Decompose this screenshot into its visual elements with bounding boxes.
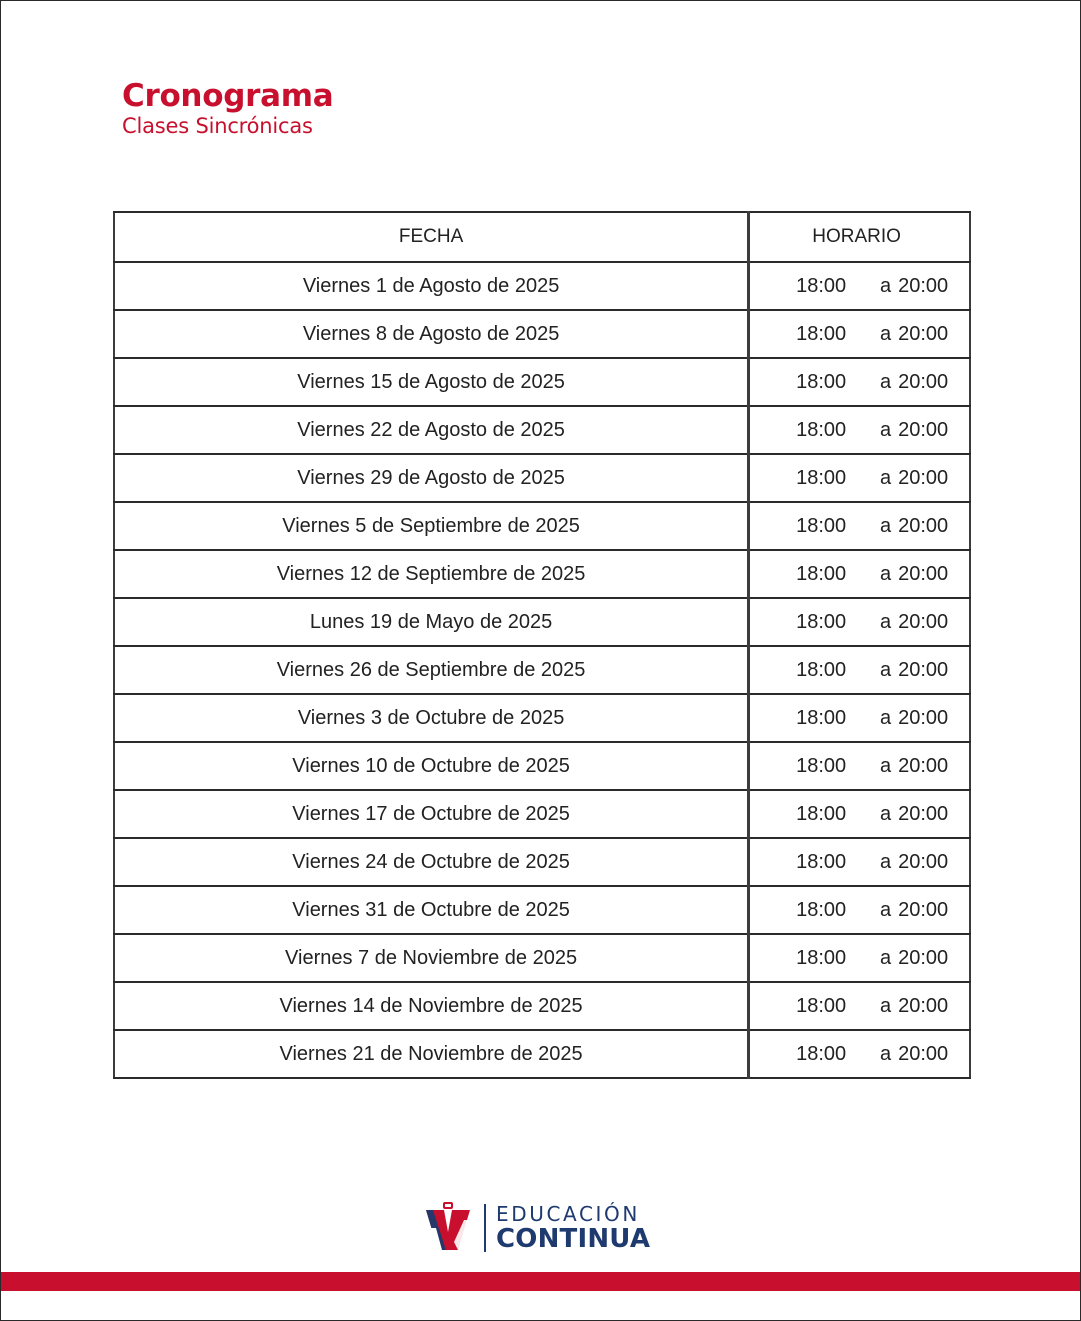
horario-end: 20:00 [898,562,949,585]
cell-horario [749,454,970,502]
horario-end: 20:00 [898,274,949,297]
horario-start: 18:00 [796,706,847,729]
table-row [114,838,970,886]
cell-horario [749,838,970,886]
cell-fecha: Viernes 1 de Agosto de 2025 [114,262,749,310]
horario-separator: a [880,370,892,393]
horario-separator: a [880,562,892,585]
cell-horario [749,790,970,838]
horario-range [750,707,969,730]
horario-end: 20:00 [898,370,949,393]
horario-end: 20:00 [898,514,949,537]
cell-fecha: Viernes 14 de Noviembre de 2025 [114,982,749,1030]
cell-horario [749,742,970,790]
horario-separator: a [880,1042,892,1065]
cell-fecha: Viernes 17 de Octubre de 2025 [114,790,749,838]
cell-horario [749,550,970,598]
table-row [114,262,970,310]
cell-fecha: Viernes 21 de Noviembre de 2025 [114,1030,749,1078]
horario-separator: a [880,802,892,825]
page-subtitle: Clases Sincrónicas [122,114,313,138]
horario-start: 18:00 [796,946,847,969]
horario-separator: a [880,418,892,441]
cell-horario [749,358,970,406]
horario-end: 20:00 [898,706,949,729]
cell-fecha: Viernes 26 de Septiembre de 2025 [114,646,749,694]
horario-end: 20:00 [898,418,949,441]
table-row [114,358,970,406]
horario-end: 20:00 [898,946,949,969]
horario-range [750,803,969,826]
horario-end: 20:00 [898,754,949,777]
horario-end: 20:00 [898,322,949,345]
header-fecha: FECHA [114,212,749,262]
horario-range [750,515,969,538]
cell-fecha: Viernes 24 de Octubre de 2025 [114,838,749,886]
horario-separator: a [880,754,892,777]
table-row [114,694,970,742]
horario-start: 18:00 [796,1042,847,1065]
logo-text-continua: CONTINUA [496,1224,651,1254]
cell-fecha: Viernes 22 de Agosto de 2025 [114,406,749,454]
horario-range [750,371,969,394]
horario-start: 18:00 [796,418,847,441]
horario-range [750,947,969,970]
cell-horario [749,982,970,1030]
horario-start: 18:00 [796,466,847,489]
page-title: Cronograma [122,78,334,114]
horario-end: 20:00 [898,658,949,681]
cell-fecha: Viernes 3 de Octubre de 2025 [114,694,749,742]
cell-horario [749,1030,970,1078]
cell-horario [749,934,970,982]
cell-fecha: Viernes 29 de Agosto de 2025 [114,454,749,502]
horario-end: 20:00 [898,466,949,489]
table-header-row [114,212,970,262]
cell-fecha: Viernes 15 de Agosto de 2025 [114,358,749,406]
cell-horario [749,502,970,550]
horario-start: 18:00 [796,322,847,345]
horario-separator: a [880,274,892,297]
horario-range [750,563,969,586]
cell-horario [749,886,970,934]
horario-start: 18:00 [796,994,847,1017]
cell-fecha: Viernes 8 de Agosto de 2025 [114,310,749,358]
schedule-table [113,211,971,1079]
cell-fecha: Viernes 31 de Octubre de 2025 [114,886,749,934]
horario-end: 20:00 [898,994,949,1017]
horario-start: 18:00 [796,514,847,537]
horario-separator: a [880,322,892,345]
table-row [114,742,970,790]
horario-range [750,755,969,778]
table-row [114,1030,970,1078]
title-block [122,78,333,138]
table-row [114,886,970,934]
horario-separator: a [880,994,892,1017]
horario-separator: a [880,898,892,921]
table-row [114,406,970,454]
horario-end: 20:00 [898,1042,949,1065]
horario-separator: a [880,850,892,873]
cell-horario [749,310,970,358]
horario-separator: a [880,706,892,729]
table-row [114,982,970,1030]
cell-fecha: Viernes 5 de Septiembre de 2025 [114,502,749,550]
header-horario [749,212,970,262]
horario-range [750,995,969,1018]
table-row [114,550,970,598]
horario-separator: a [880,610,892,633]
table-row [114,598,970,646]
horario-separator: a [880,514,892,537]
horario-start: 18:00 [796,610,847,633]
horario-range [750,1043,969,1066]
table-row [114,454,970,502]
cell-fecha: Lunes 19 de Mayo de 2025 [114,598,749,646]
horario-separator: a [880,946,892,969]
horario-start: 18:00 [796,850,847,873]
horario-start: 18:00 [796,802,847,825]
horario-start: 18:00 [796,370,847,393]
table-row [114,502,970,550]
table-row [114,934,970,982]
educacion-continua-logo [424,1202,664,1256]
cell-horario [749,598,970,646]
horario-start: 18:00 [796,274,847,297]
horario-start: 18:00 [796,754,847,777]
horario-range [750,659,969,682]
horario-start: 18:00 [796,562,847,585]
cell-fecha: Viernes 7 de Noviembre de 2025 [114,934,749,982]
horario-range [750,275,969,298]
university-v-shield-icon [424,1202,472,1252]
horario-range [750,851,969,874]
horario-range [750,611,969,634]
horario-end: 20:00 [898,898,949,921]
horario-range [750,323,969,346]
horario-range [750,419,969,442]
table-row [114,310,970,358]
cell-horario [749,262,970,310]
logo-divider [484,1204,486,1252]
horario-end: 20:00 [898,802,949,825]
horario-range [750,467,969,490]
horario-separator: a [880,658,892,681]
header-horario-label: HORARIO [812,226,901,247]
cell-fecha: Viernes 10 de Octubre de 2025 [114,742,749,790]
horario-range [750,899,969,922]
cell-fecha: Viernes 12 de Septiembre de 2025 [114,550,749,598]
cell-horario [749,694,970,742]
cell-horario [749,406,970,454]
logo-text-educacion: EDUCACIÓN [496,1202,640,1226]
horario-start: 18:00 [796,658,847,681]
horario-end: 20:00 [898,850,949,873]
cell-horario [749,646,970,694]
horario-separator: a [880,466,892,489]
footer-accent-bar [1,1272,1080,1291]
table-row [114,646,970,694]
horario-start: 18:00 [796,898,847,921]
table-row [114,790,970,838]
horario-end: 20:00 [898,610,949,633]
